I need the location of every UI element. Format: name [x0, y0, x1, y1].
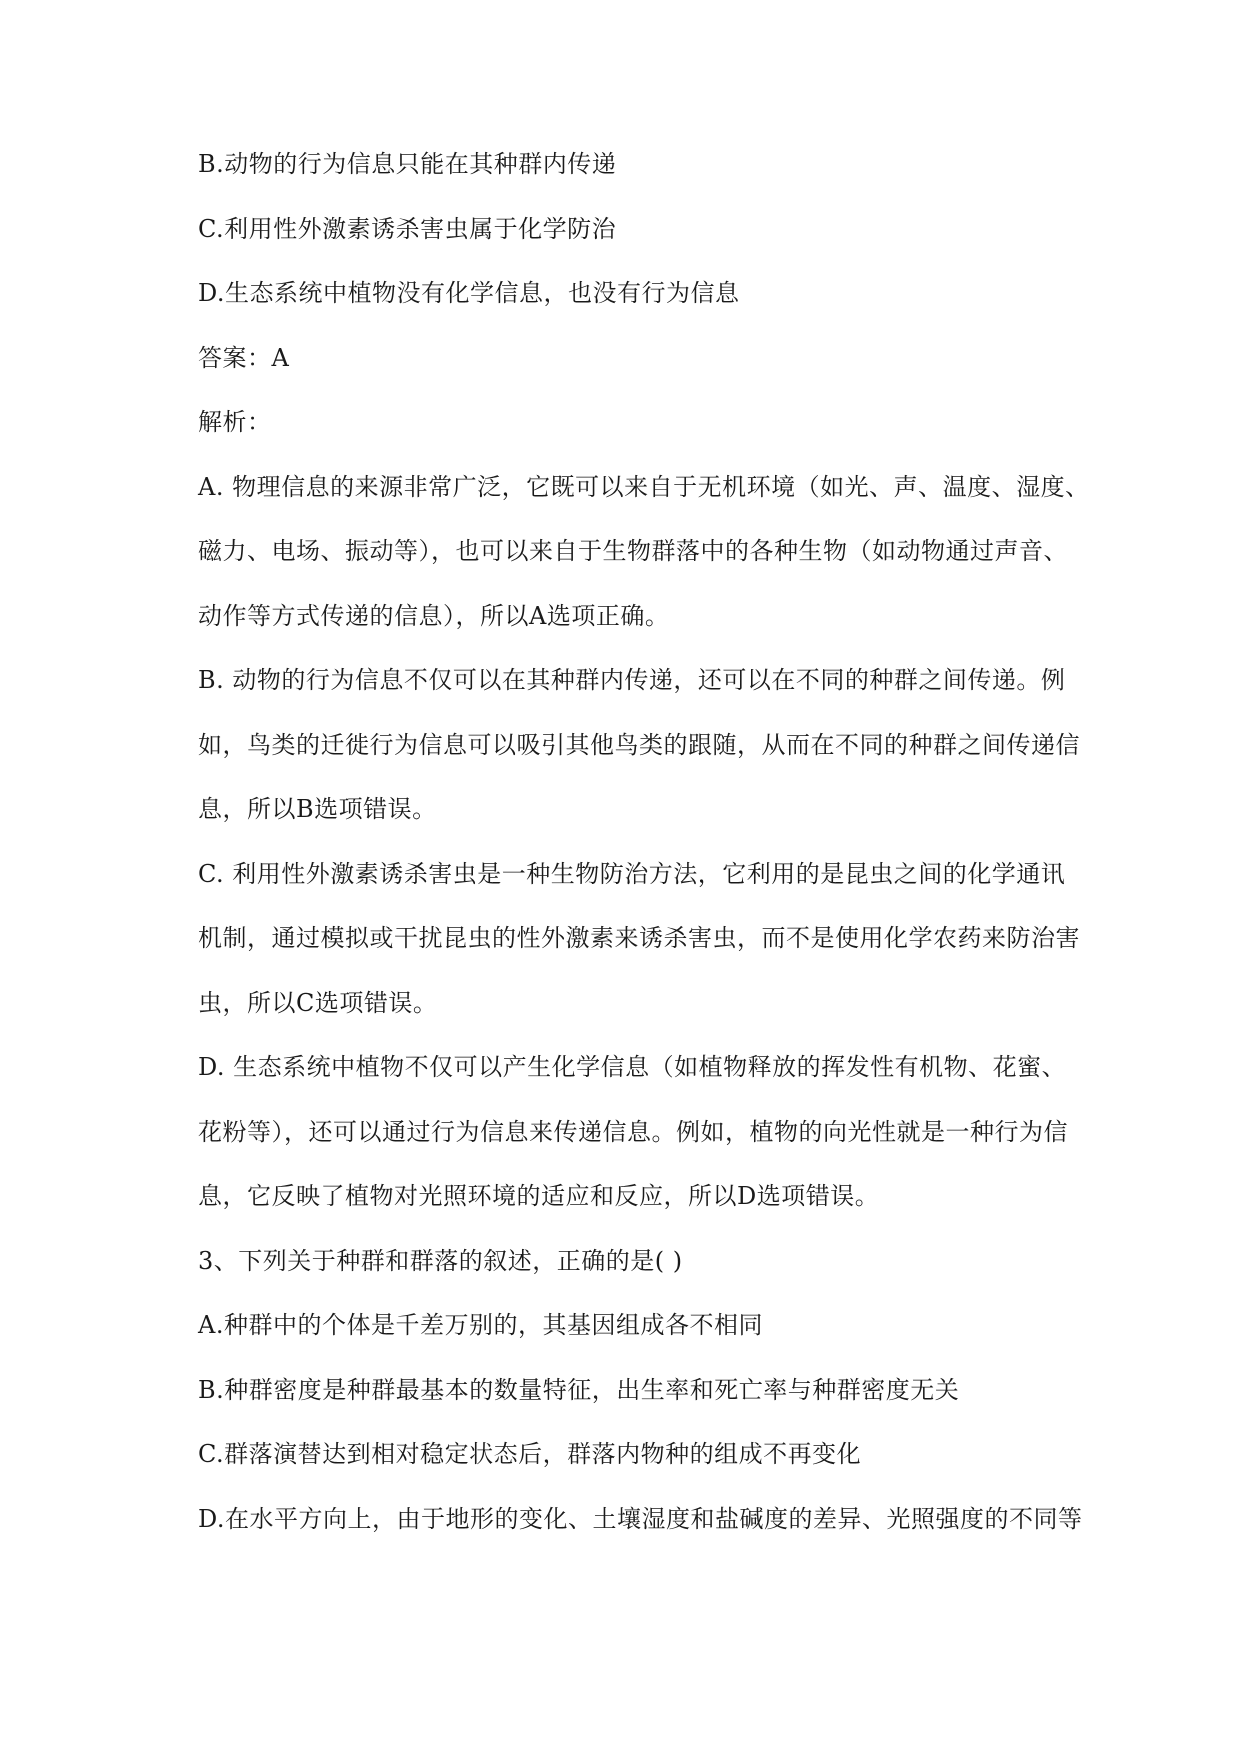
analysis-d-line-2: 花粉等），还可以通过行为信息来传递信息。例如，植物的向光性就是一种行为信 — [198, 1117, 1068, 1146]
analysis-c-line-2: 机制，通过模拟或干扰昆虫的性外激素来诱杀害虫，而不是使用化学农药来防治害 — [198, 924, 1080, 952]
question-3-option-a: A.种群中的个体是千差万别的，其基因组成各不相同 — [198, 1311, 763, 1339]
option-b-line: B.动物的行为信息只能在其种群内传递 — [198, 150, 617, 178]
question-3-option-c: C.群落演替达到相对稳定状态后，群落内物种的组成不再变化 — [198, 1440, 862, 1468]
analysis-d-line-3: 息，它反映了植物对光照环境的适应和反应，所以D选项错误。 — [198, 1182, 880, 1210]
analysis-a-line-2: 磁力、电场、振动等），也可以来自于生物群落中的各种生物（如动物通过声音、 — [198, 537, 1068, 565]
analysis-a-line-1: A. 物理信息的来源非常广泛，它既可以来自于无机环境（如光、声、温度、湿度、 — [198, 472, 1090, 501]
option-c-line: C.利用性外激素诱杀害虫属于化学防治 — [198, 214, 617, 243]
analysis-heading: 解析： — [198, 408, 272, 436]
analysis-c-line-3: 虫，所以C选项错误。 — [198, 988, 438, 1017]
document-page — [198, 142, 1098, 1561]
analysis-b-line-1: B. 动物的行为信息不仅可以在其种群内传递，还可以在不同的种群之间传递。例 — [198, 666, 1066, 694]
analysis-b-line-2: 如，鸟类的迁徙行为信息可以吸引其他鸟类的跟随，从而在不同的种群之间传递信 — [198, 730, 1080, 759]
analysis-b-line-3: 息，所以B选项错误。 — [198, 795, 437, 823]
analysis-d-line-1: D. 生态系统中植物不仅可以产生化学信息（如植物释放的挥发性有机物、花蜜、 — [198, 1053, 1067, 1081]
question-3-stem: 3、下列关于种群和群落的叙述，正确的是( ) — [198, 1246, 683, 1275]
analysis-a-line-3: 动作等方式传递的信息），所以A选项正确。 — [198, 601, 670, 630]
question-3-option-d: D.在水平方向上，由于地形的变化、土壤湿度和盐碱度的差异、光照强度的不同等 — [198, 1504, 1083, 1533]
option-d-line: D.生态系统中植物没有化学信息，也没有行为信息 — [198, 279, 740, 307]
analysis-c-line-1: C. 利用性外激素诱杀害虫是一种生物防治方法，它利用的是昆虫之间的化学通讯 — [198, 859, 1066, 888]
question-3-option-b: B.种群密度是种群最基本的数量特征，出生率和死亡率与种群密度无关 — [198, 1375, 960, 1404]
answer-line: 答案：A — [198, 343, 290, 372]
